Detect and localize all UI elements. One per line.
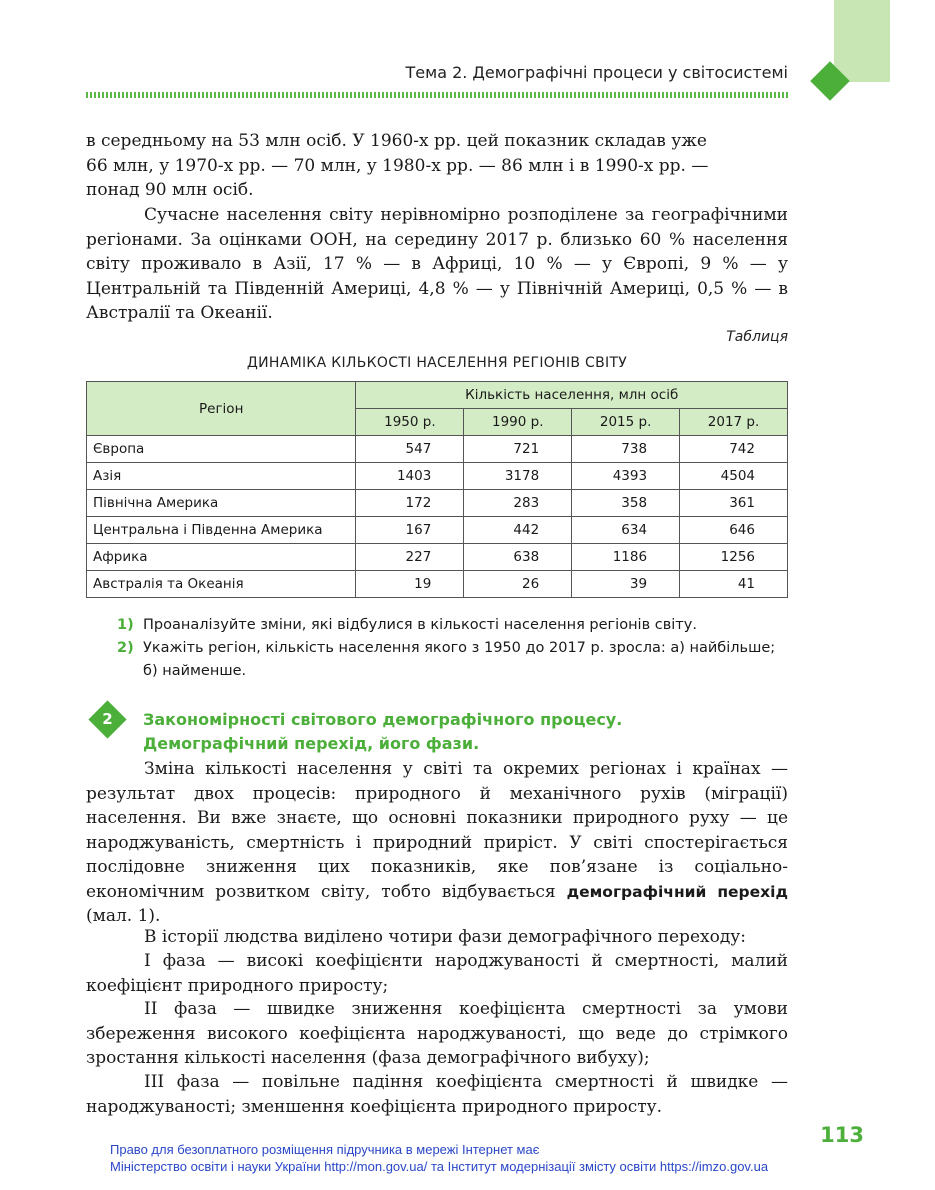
footer-line: Право для безоплатного розміщення підручника в мережі Інтернет має bbox=[110, 1142, 540, 1157]
section-heading bbox=[143, 708, 788, 756]
value-cell: 361 bbox=[680, 490, 788, 517]
paragraph-transition bbox=[86, 757, 788, 929]
population-group-header: Кількість населення, млн осіб bbox=[356, 382, 788, 409]
table-label: Таблиця bbox=[726, 329, 788, 345]
value-cell: 4393 bbox=[572, 463, 680, 490]
year-header: 2015 р. bbox=[572, 409, 680, 436]
paragraph-phase-1 bbox=[86, 949, 788, 998]
paragraph-distribution bbox=[86, 203, 788, 326]
paragraph-phase-2 bbox=[86, 997, 788, 1071]
section-heading-line: Закономірності світового демографічного процесу. bbox=[143, 710, 623, 729]
task-item bbox=[117, 614, 777, 637]
table-title: ДИНАМІКА КІЛЬКОСТІ НАСЕЛЕННЯ РЕГІОНІВ СВІТУ bbox=[246, 355, 628, 371]
paragraph-phase-3 bbox=[86, 1070, 788, 1119]
population-table bbox=[86, 381, 788, 598]
table-row bbox=[87, 544, 788, 571]
task-number: 1) bbox=[117, 617, 134, 633]
table-row bbox=[87, 436, 788, 463]
value-cell: 646 bbox=[680, 517, 788, 544]
region-cell: Австралія та Океанія bbox=[87, 571, 356, 598]
section-heading-line: Демографічний перехід, його фази. bbox=[143, 734, 480, 753]
task-list bbox=[117, 614, 777, 683]
section-number: 2 bbox=[102, 710, 113, 728]
value-cell: 721 bbox=[464, 436, 572, 463]
value-cell: 1186 bbox=[572, 544, 680, 571]
paragraph-text: Зміна кількості населення у світі та окремих регіонах і країнах — результат двох процесів: природного й механічного рухів (міграції) населення. Ви вже знаєте, що основні показники природного руху — це народжуваність, смертність і природний приріст. У світі спостерігається послідовне зниження цих показників, яке пов’язане із соціально-економічним розвитком світу, тобто відбувається bbox=[86, 759, 788, 902]
chapter-title: Тема 2. Демографічні процеси у світосистемі bbox=[405, 63, 788, 82]
value-cell: 3178 bbox=[464, 463, 572, 490]
paragraph-line: 66 млн, у 1970-х рр. — 70 млн, у 1980-х рр. — 86 млн і в 1990-х рр. — bbox=[86, 155, 709, 176]
paragraph-line: в середньому на 53 млн осіб. У 1960-х рр. цей показник складав уже bbox=[86, 131, 707, 151]
value-cell: 638 bbox=[464, 544, 572, 571]
paragraph-text: (мал. 1). bbox=[86, 906, 161, 926]
year-header: 2017 р. bbox=[680, 409, 788, 436]
footer-notice bbox=[110, 1141, 768, 1175]
value-cell: 41 bbox=[680, 571, 788, 598]
region-column-header: Регіон bbox=[87, 382, 356, 436]
value-cell: 39 bbox=[572, 571, 680, 598]
paragraph-intro bbox=[86, 129, 788, 203]
table-row bbox=[87, 571, 788, 598]
paragraph-phases-intro bbox=[86, 925, 788, 950]
year-header: 1990 р. bbox=[464, 409, 572, 436]
value-cell: 172 bbox=[356, 490, 464, 517]
paragraph-text: Сучасне населення світу нерівномірно розподілене за географічними регіонами. За оцінками ООН, на середину 2017 р. близько 60 % населення світу проживало в Азії, 17 % — в Африці, 10 % — у Європі, 9 % — у Центральній та Південній Америці, 4,8 % — у Північній Америці, 0,5 % — в Австралії та Океанії. bbox=[86, 205, 788, 323]
corner-tab bbox=[834, 0, 890, 82]
value-cell: 227 bbox=[356, 544, 464, 571]
value-cell: 442 bbox=[464, 517, 572, 544]
region-cell: Північна Америка bbox=[87, 490, 356, 517]
task-text: Проаналізуйте зміни, які відбулися в кількості населення регіонів світу. bbox=[143, 617, 697, 633]
task-text: Укажіть регіон, кількість населення якого з 1950 до 2017 р. зросла: а) найбільше; б) найменше. bbox=[143, 640, 776, 679]
page-number: 113 bbox=[820, 1123, 864, 1147]
paragraph-text: I фаза — високі коефіцієнти народжуваності й смертності, малий коефіцієнт природного приросту; bbox=[86, 951, 788, 996]
footer-line: Міністерство освіти і науки України http://mon.gov.ua/ та Інститут модернізації змісту освіти https://imzo.gov.ua bbox=[110, 1159, 769, 1174]
table-row bbox=[87, 490, 788, 517]
value-cell: 167 bbox=[356, 517, 464, 544]
value-cell: 26 bbox=[464, 571, 572, 598]
paragraph-line: понад 90 млн осіб. bbox=[86, 180, 254, 200]
value-cell: 742 bbox=[680, 436, 788, 463]
table-row bbox=[87, 517, 788, 544]
task-item bbox=[117, 637, 777, 683]
header-divider bbox=[86, 92, 788, 98]
region-cell: Європа bbox=[87, 436, 356, 463]
region-cell: Африка bbox=[87, 544, 356, 571]
value-cell: 283 bbox=[464, 490, 572, 517]
paragraph-text: III фаза — повільне падіння коефіцієнта смертності й швидке — народжуваності; зменшення коефіцієнта природного приросту. bbox=[86, 1072, 788, 1117]
paragraph-text: В історії людства виділено чотири фази демографічного переходу: bbox=[144, 927, 747, 947]
value-cell: 19 bbox=[356, 571, 464, 598]
table-header-row bbox=[87, 382, 788, 409]
key-term: демографічний перехід bbox=[566, 882, 788, 901]
value-cell: 1403 bbox=[356, 463, 464, 490]
value-cell: 358 bbox=[572, 490, 680, 517]
region-cell: Азія bbox=[87, 463, 356, 490]
paragraph-text: II фаза — швидке зниження коефіцієнта смертності за умови збереження високого коефіцієнта народжуваності, що веде до стрімкого зростання кількості населення (фаза демографічного вибуху); bbox=[86, 999, 788, 1068]
value-cell: 738 bbox=[572, 436, 680, 463]
value-cell: 1256 bbox=[680, 544, 788, 571]
value-cell: 634 bbox=[572, 517, 680, 544]
region-cell: Центральна і Південна Америка bbox=[87, 517, 356, 544]
task-number: 2) bbox=[117, 640, 134, 656]
value-cell: 547 bbox=[356, 436, 464, 463]
value-cell: 4504 bbox=[680, 463, 788, 490]
table-row bbox=[87, 463, 788, 490]
year-header: 1950 р. bbox=[356, 409, 464, 436]
